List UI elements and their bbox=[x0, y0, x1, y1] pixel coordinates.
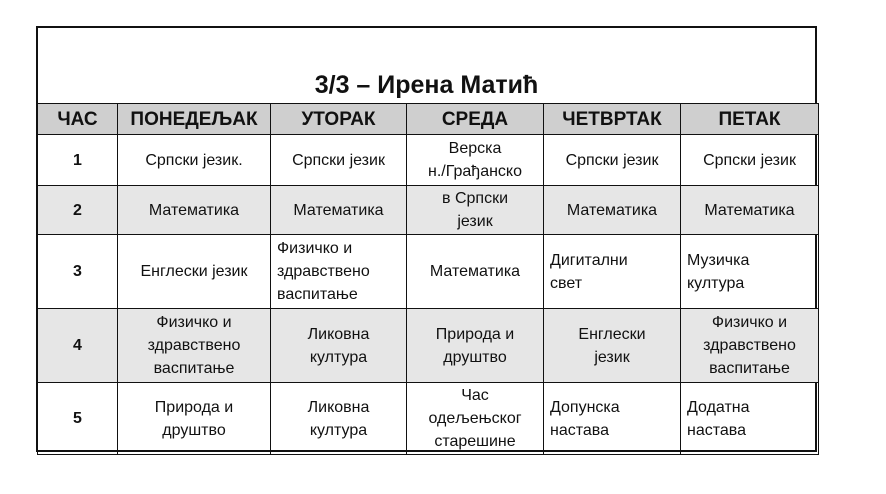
page-title: 3/3 – Ирена Матић bbox=[314, 71, 539, 99]
cell-friday: Додатна настава bbox=[681, 383, 819, 455]
table-row bbox=[38, 383, 819, 455]
table-row bbox=[38, 309, 819, 383]
cell-thursday: Српски језик bbox=[544, 135, 681, 186]
schedule-frame bbox=[36, 26, 817, 452]
period-number: 3 bbox=[38, 235, 118, 309]
cell-tuesday: Ликовна култура bbox=[271, 309, 407, 383]
header-monday: ПОНЕДЕЉАК bbox=[118, 104, 271, 135]
cell-wednesday: Час одељењског старешине bbox=[407, 383, 544, 455]
cell-thursday: Дигитални свет bbox=[544, 235, 681, 309]
cell-monday: Математика bbox=[118, 186, 271, 235]
header-friday: ПЕТАК bbox=[681, 104, 819, 135]
header-row bbox=[38, 104, 819, 135]
cell-wednesday: Верска н./Грађанско bbox=[407, 135, 544, 186]
period-number: 4 bbox=[38, 309, 118, 383]
cell-thursday: Енглески језик bbox=[544, 309, 681, 383]
cell-friday: Српски језик bbox=[681, 135, 819, 186]
cell-monday: Природа и друштво bbox=[118, 383, 271, 455]
cell-thursday: Математика bbox=[544, 186, 681, 235]
cell-tuesday: Српски језик bbox=[271, 135, 407, 186]
header-tuesday: УТОРАК bbox=[271, 104, 407, 135]
cell-thursday: Допунска настава bbox=[544, 383, 681, 455]
cell-monday: Српски језик. bbox=[118, 135, 271, 186]
cell-friday: Физичко и здравствено васпитање bbox=[681, 309, 819, 383]
timetable bbox=[37, 103, 819, 455]
cell-tuesday: Физичко и здравствено васпитање bbox=[271, 235, 407, 309]
period-number: 2 bbox=[38, 186, 118, 235]
period-number: 1 bbox=[38, 135, 118, 186]
cell-friday: Музичка култура bbox=[681, 235, 819, 309]
cell-wednesday: Природа и друштво bbox=[407, 309, 544, 383]
header-period: ЧАС bbox=[38, 104, 118, 135]
period-number: 5 bbox=[38, 383, 118, 455]
header-thursday: ЧЕТВРТАК bbox=[544, 104, 681, 135]
header-wednesday: СРЕДА bbox=[407, 104, 544, 135]
table-row bbox=[38, 135, 819, 186]
cell-wednesday: Математика bbox=[407, 235, 544, 309]
table-row bbox=[38, 235, 819, 309]
cell-friday: Математика bbox=[681, 186, 819, 235]
table-row bbox=[38, 186, 819, 235]
cell-monday: Физичко и здравствено васпитање bbox=[118, 309, 271, 383]
cell-tuesday: Ликовна култура bbox=[271, 383, 407, 455]
cell-tuesday: Математика bbox=[271, 186, 407, 235]
cell-wednesday: в Српски језик bbox=[407, 186, 544, 235]
cell-monday: Енглески језик bbox=[118, 235, 271, 309]
